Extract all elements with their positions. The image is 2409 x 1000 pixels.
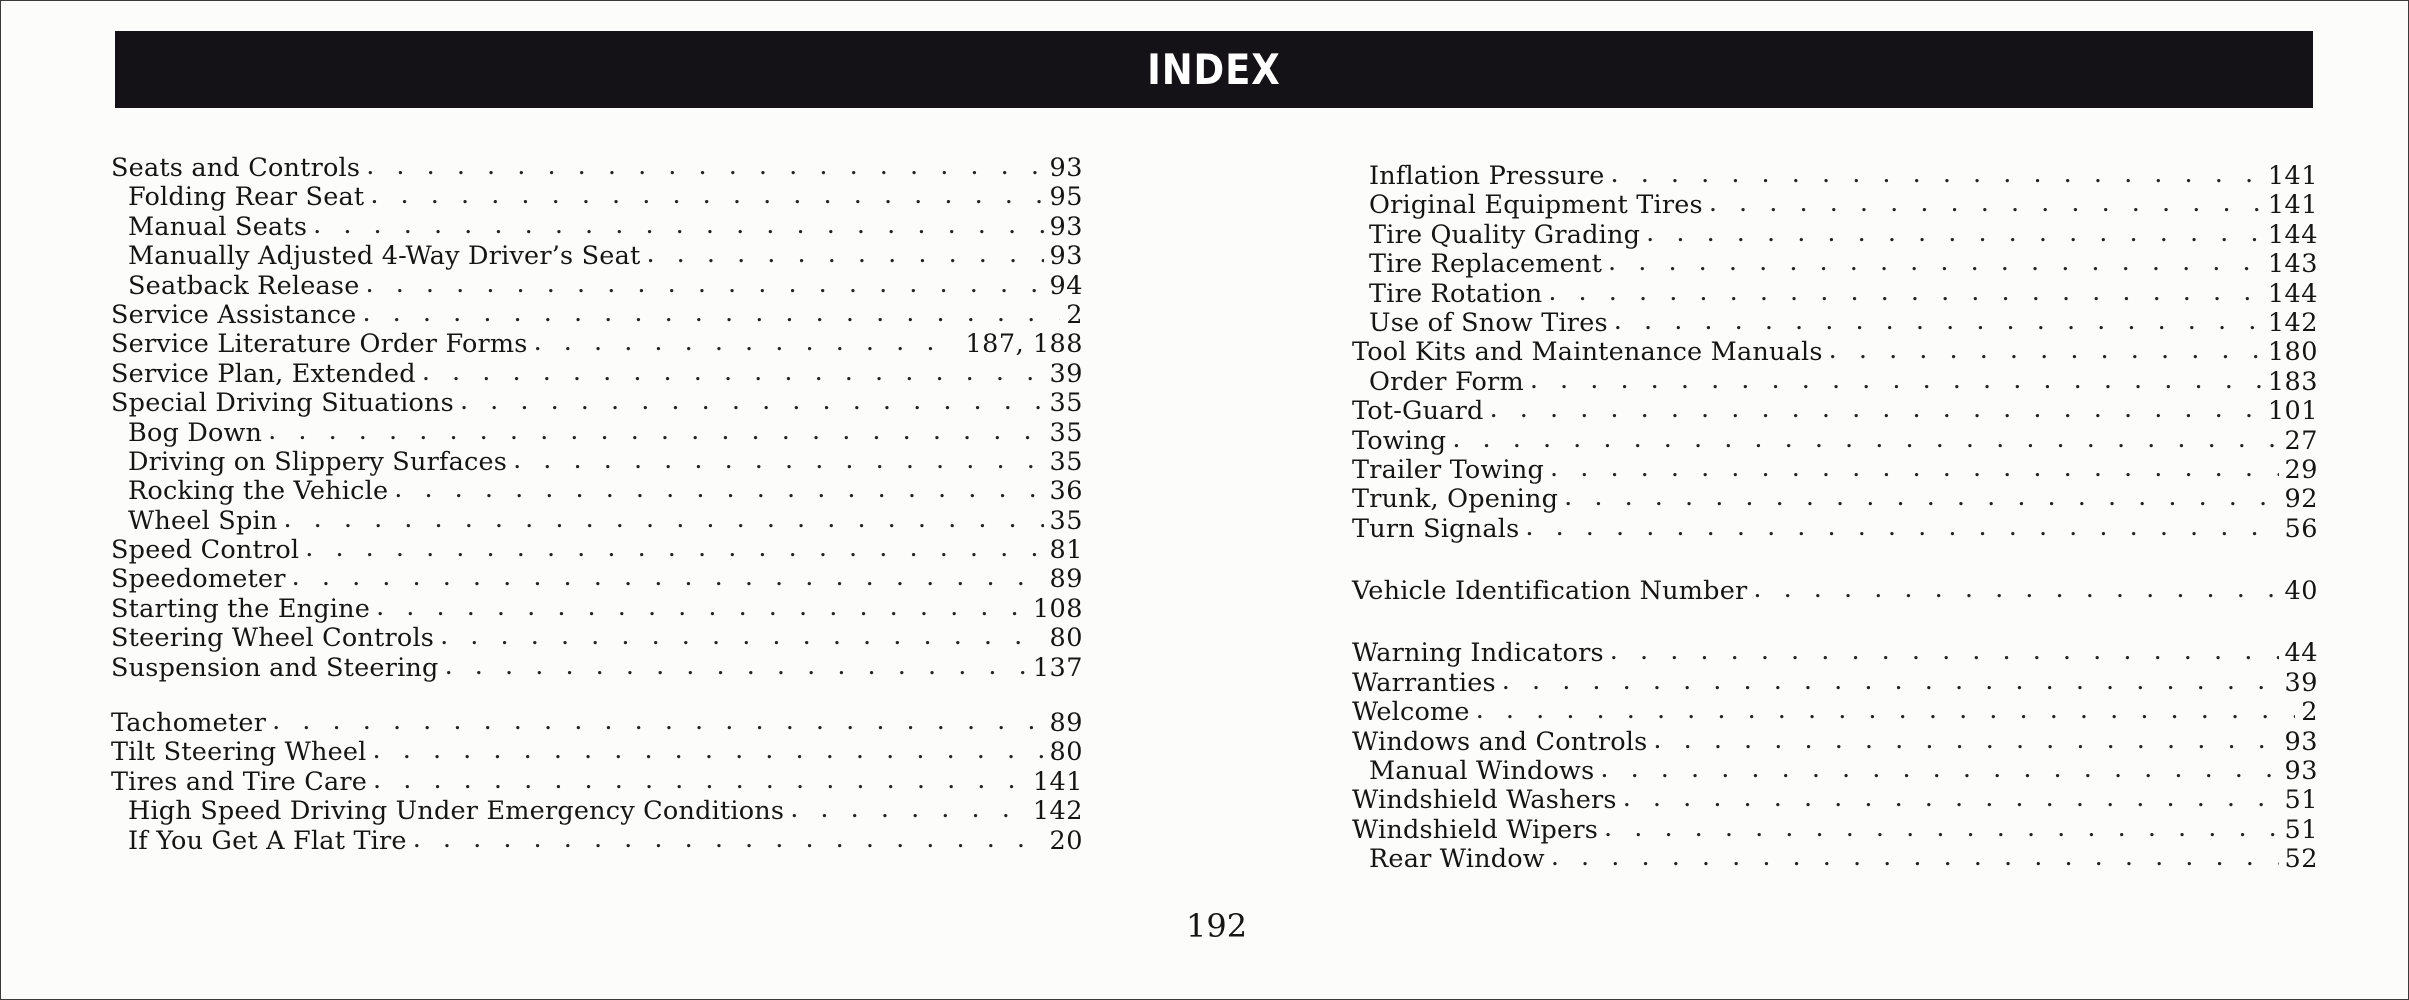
dot-leader [1564, 483, 2278, 512]
index-entry [111, 272, 1083, 301]
index-entry-label: Speedometer [111, 564, 286, 595]
index-entry [1352, 639, 2318, 668]
right-index-column [1352, 162, 2318, 875]
dot-leader [1829, 336, 2262, 365]
dot-leader [373, 736, 1044, 765]
index-entry [1352, 191, 2318, 220]
index-entry-page: 93 [1049, 241, 1083, 272]
index-entry [1352, 162, 2318, 191]
index-entry-label: Tot-Guard [1352, 396, 1484, 427]
index-entry-label: Original Equipment Tires [1369, 190, 1703, 221]
index-entry-page: 141 [2267, 190, 2318, 221]
index-entry [111, 709, 1083, 738]
index-entry-label: If You Get A Flat Tire [128, 825, 407, 856]
dot-leader [422, 358, 1044, 387]
dot-leader [1608, 248, 2262, 277]
index-entry-label: Tire Replacement [1369, 249, 1603, 280]
index-entry-page: 36 [1049, 476, 1083, 507]
index-entry [111, 183, 1083, 212]
dot-leader [1525, 513, 2278, 542]
index-entry-label: Steering Wheel Controls [111, 623, 435, 654]
index-entry [111, 797, 1083, 826]
right-group-w [1352, 639, 2318, 874]
dot-leader [1623, 784, 2279, 813]
dot-leader [790, 795, 1027, 824]
index-entry [1352, 757, 2318, 786]
index-entry-page: 187, 188 [965, 329, 1083, 360]
index-entry [1352, 786, 2318, 815]
index-entry [111, 448, 1083, 477]
index-entry-label: Use of Snow Tires [1369, 307, 1608, 338]
index-entry-label: Tool Kits and Maintenance Manuals [1352, 337, 1823, 368]
index-entry-label: Manual Seats [128, 211, 308, 242]
index-entry-page: 93 [2284, 726, 2318, 757]
index-entry-page: 35 [1049, 505, 1083, 536]
page-number: 192 [1186, 907, 1248, 945]
index-entry-page: 89 [1049, 564, 1083, 595]
index-entry-label: Inflation Pressure [1369, 161, 1605, 191]
index-entry-page: 141 [2267, 161, 2318, 191]
index-entry-label: Starting the Engine [111, 593, 371, 624]
dot-leader [1646, 219, 2262, 248]
index-entry [1352, 338, 2318, 367]
index-entry-label: Tachometer [111, 708, 267, 739]
index-entry-page: 52 [2284, 844, 2318, 875]
index-entry-page: 144 [2267, 219, 2318, 250]
index-entry-page: 44 [2284, 638, 2318, 669]
index-entry [1352, 397, 2318, 426]
index-entry-page: 35 [1049, 446, 1083, 477]
index-entry-label: Suspension and Steering [111, 652, 439, 683]
index-entry-label: Seats and Controls [111, 153, 361, 183]
index-entry-page: 108 [1032, 593, 1083, 624]
index-entry [111, 768, 1083, 797]
index-entry [1352, 368, 2318, 397]
index-entry-page: 81 [1049, 535, 1083, 566]
index-entry [111, 389, 1083, 418]
index-entry-page: 39 [1049, 358, 1083, 389]
index-entry [111, 654, 1083, 683]
index-entry-page: 92 [2284, 484, 2318, 515]
section-gap [111, 683, 1083, 709]
index-entry [111, 154, 1083, 183]
index-entry-label: Manual Windows [1369, 756, 1595, 787]
index-entry-label: Windshield Wipers [1352, 814, 1599, 845]
index-entry [1352, 669, 2318, 698]
index-entry-page: 2 [1066, 299, 1083, 330]
dot-leader [1550, 454, 2279, 483]
index-entry [1352, 456, 2318, 485]
index-entry [1352, 309, 2318, 338]
dot-leader [460, 387, 1044, 416]
index-entry-page: 80 [1049, 737, 1083, 768]
index-entry-page: 40 [2284, 576, 2318, 607]
index-entry [1352, 280, 2318, 309]
index-entry-label: Service Literature Order Forms [111, 329, 528, 360]
dot-leader [534, 328, 960, 357]
index-entry-page: 141 [1032, 766, 1083, 797]
dot-leader [313, 211, 1043, 240]
index-entry-label: Folding Rear Seat [128, 182, 365, 213]
index-entry-page: 27 [2284, 425, 2318, 456]
dot-leader [1476, 696, 2296, 725]
index-entry-label: Tilt Steering Wheel [111, 737, 367, 768]
dot-leader [272, 707, 1043, 736]
index-entry [1352, 485, 2318, 514]
dot-leader [370, 181, 1043, 210]
index-entry-label: Driving on Slippery Surfaces [128, 446, 508, 477]
dot-leader [1653, 726, 2278, 755]
index-entry-label: Rocking the Vehicle [128, 476, 389, 507]
dot-leader [413, 825, 1044, 854]
index-entry [111, 738, 1083, 767]
index-entry [1352, 577, 2318, 606]
index-entry [111, 595, 1083, 624]
index-entry-label: Speed Control [111, 535, 300, 566]
index-entry-label: Rear Window [1369, 844, 1545, 875]
dot-leader [1548, 278, 2261, 307]
dot-leader [362, 299, 1060, 328]
index-entry-label: Tire Rotation [1369, 278, 1543, 309]
index-entry-page: 142 [1032, 796, 1083, 827]
dot-leader [373, 766, 1027, 795]
index-entry [1352, 845, 2318, 874]
dot-leader [1709, 189, 2262, 218]
index-entry-page: 29 [2284, 454, 2318, 485]
index-entry [111, 477, 1083, 506]
index-entry [1352, 728, 2318, 757]
index-entry-page: 144 [2267, 278, 2318, 309]
dot-leader [1753, 575, 2278, 604]
index-entry-page: 93 [1049, 153, 1083, 183]
index-entry-page: 80 [1049, 623, 1083, 654]
index-entry-page: 183 [2267, 366, 2318, 397]
index-entry-label: Windows and Controls [1352, 726, 1648, 757]
dot-leader [1610, 637, 2279, 666]
index-entry-page: 94 [1049, 270, 1083, 301]
index-entry-label: Turn Signals [1352, 513, 1520, 544]
index-entry [111, 213, 1083, 242]
dot-leader [283, 505, 1043, 534]
dot-leader [1502, 667, 2279, 696]
index-entry [1352, 427, 2318, 456]
index-entry [1352, 816, 2318, 845]
dot-leader [1530, 366, 2262, 395]
index-entry-label: Warning Indicators [1352, 638, 1604, 669]
dot-leader [445, 652, 1027, 681]
dot-leader [513, 446, 1043, 475]
index-entry-label: Warranties [1352, 667, 1496, 698]
index-entry-page: 95 [1049, 182, 1083, 213]
index-entry-label: Welcome [1352, 697, 1470, 728]
index-entry [111, 624, 1083, 653]
dot-leader [1604, 814, 2279, 843]
index-entry-label: Service Assistance [111, 299, 357, 330]
index-entry [111, 827, 1083, 856]
dot-leader [366, 152, 1043, 181]
right-group-t [1352, 162, 2318, 544]
index-entry-page: 35 [1049, 417, 1083, 448]
index-entry-label: High Speed Driving Under Emergency Conditions [128, 796, 785, 827]
dot-leader [440, 622, 1043, 651]
index-entry-label: Service Plan, Extended [111, 358, 416, 389]
index-entry-label: Towing [1352, 425, 1447, 456]
index-header-banner [115, 31, 2313, 108]
index-entry [111, 565, 1083, 594]
index-entry-label: Wheel Spin [128, 505, 278, 536]
index-entry-page: 143 [2267, 249, 2318, 280]
index-entry-page: 51 [2284, 785, 2318, 816]
index-entry [1352, 698, 2318, 727]
index-entry-page: 180 [2267, 337, 2318, 368]
index-entry [111, 419, 1083, 448]
index-entry-page: 39 [2284, 667, 2318, 698]
index-entry [111, 360, 1083, 389]
index-entry-label: Manually Adjusted 4-Way Driver’s Seat [128, 241, 641, 272]
index-entry-label: Tires and Tire Care [111, 766, 368, 797]
index-entry [111, 507, 1083, 536]
dot-leader [268, 417, 1043, 446]
index-title: INDEX [1147, 45, 1281, 94]
index-entry [1352, 250, 2318, 279]
index-entry-page: 56 [2284, 513, 2318, 544]
left-group-t [111, 709, 1083, 856]
index-entry-label: Vehicle Identification Number [1352, 576, 1748, 607]
index-entry-page: 2 [2301, 697, 2318, 728]
index-entry-label: Windshield Washers [1352, 785, 1617, 816]
index-entry-page: 89 [1049, 708, 1083, 739]
index-entry-label: Trailer Towing [1352, 454, 1545, 485]
index-entry [111, 301, 1083, 330]
dot-leader [376, 593, 1027, 622]
index-entry-label: Seatback Release [128, 270, 360, 301]
dot-leader [305, 534, 1043, 563]
index-entry-page: 93 [1049, 211, 1083, 242]
dot-leader [1614, 307, 2262, 336]
index-entry-label: Trunk, Opening [1352, 484, 1559, 515]
index-entry [111, 242, 1083, 271]
index-entry-page: 20 [1049, 825, 1083, 856]
dot-leader [1551, 843, 2279, 872]
index-entry-label: Bog Down [128, 417, 263, 448]
dot-leader [292, 563, 1044, 592]
section-gap [1352, 606, 2318, 639]
dot-leader [1611, 160, 2262, 189]
dot-leader [1490, 395, 2262, 424]
index-entry-label: Special Driving Situations [111, 388, 454, 419]
dot-leader [1600, 755, 2278, 784]
index-entry [1352, 221, 2318, 250]
dot-leader [366, 270, 1044, 299]
index-entry-page: 101 [2267, 396, 2318, 427]
index-entry [111, 330, 1083, 359]
index-entry-page: 35 [1049, 388, 1083, 419]
index-entry-label: Tire Quality Grading [1369, 219, 1641, 250]
index-entry-page: 51 [2284, 814, 2318, 845]
dot-leader [394, 475, 1043, 504]
right-group-v [1352, 577, 2318, 606]
index-entry-label: Order Form [1369, 366, 1524, 397]
left-group-s [111, 154, 1083, 683]
index-entry [111, 536, 1083, 565]
dot-leader [646, 240, 1043, 269]
dot-leader [1452, 425, 2278, 454]
left-index-column [111, 154, 1083, 856]
index-entry-page: 137 [1032, 652, 1083, 683]
index-entry [1352, 515, 2318, 544]
index-entry-page: 93 [2284, 756, 2318, 787]
section-gap [1352, 544, 2318, 577]
index-entry-page: 142 [2267, 307, 2318, 338]
